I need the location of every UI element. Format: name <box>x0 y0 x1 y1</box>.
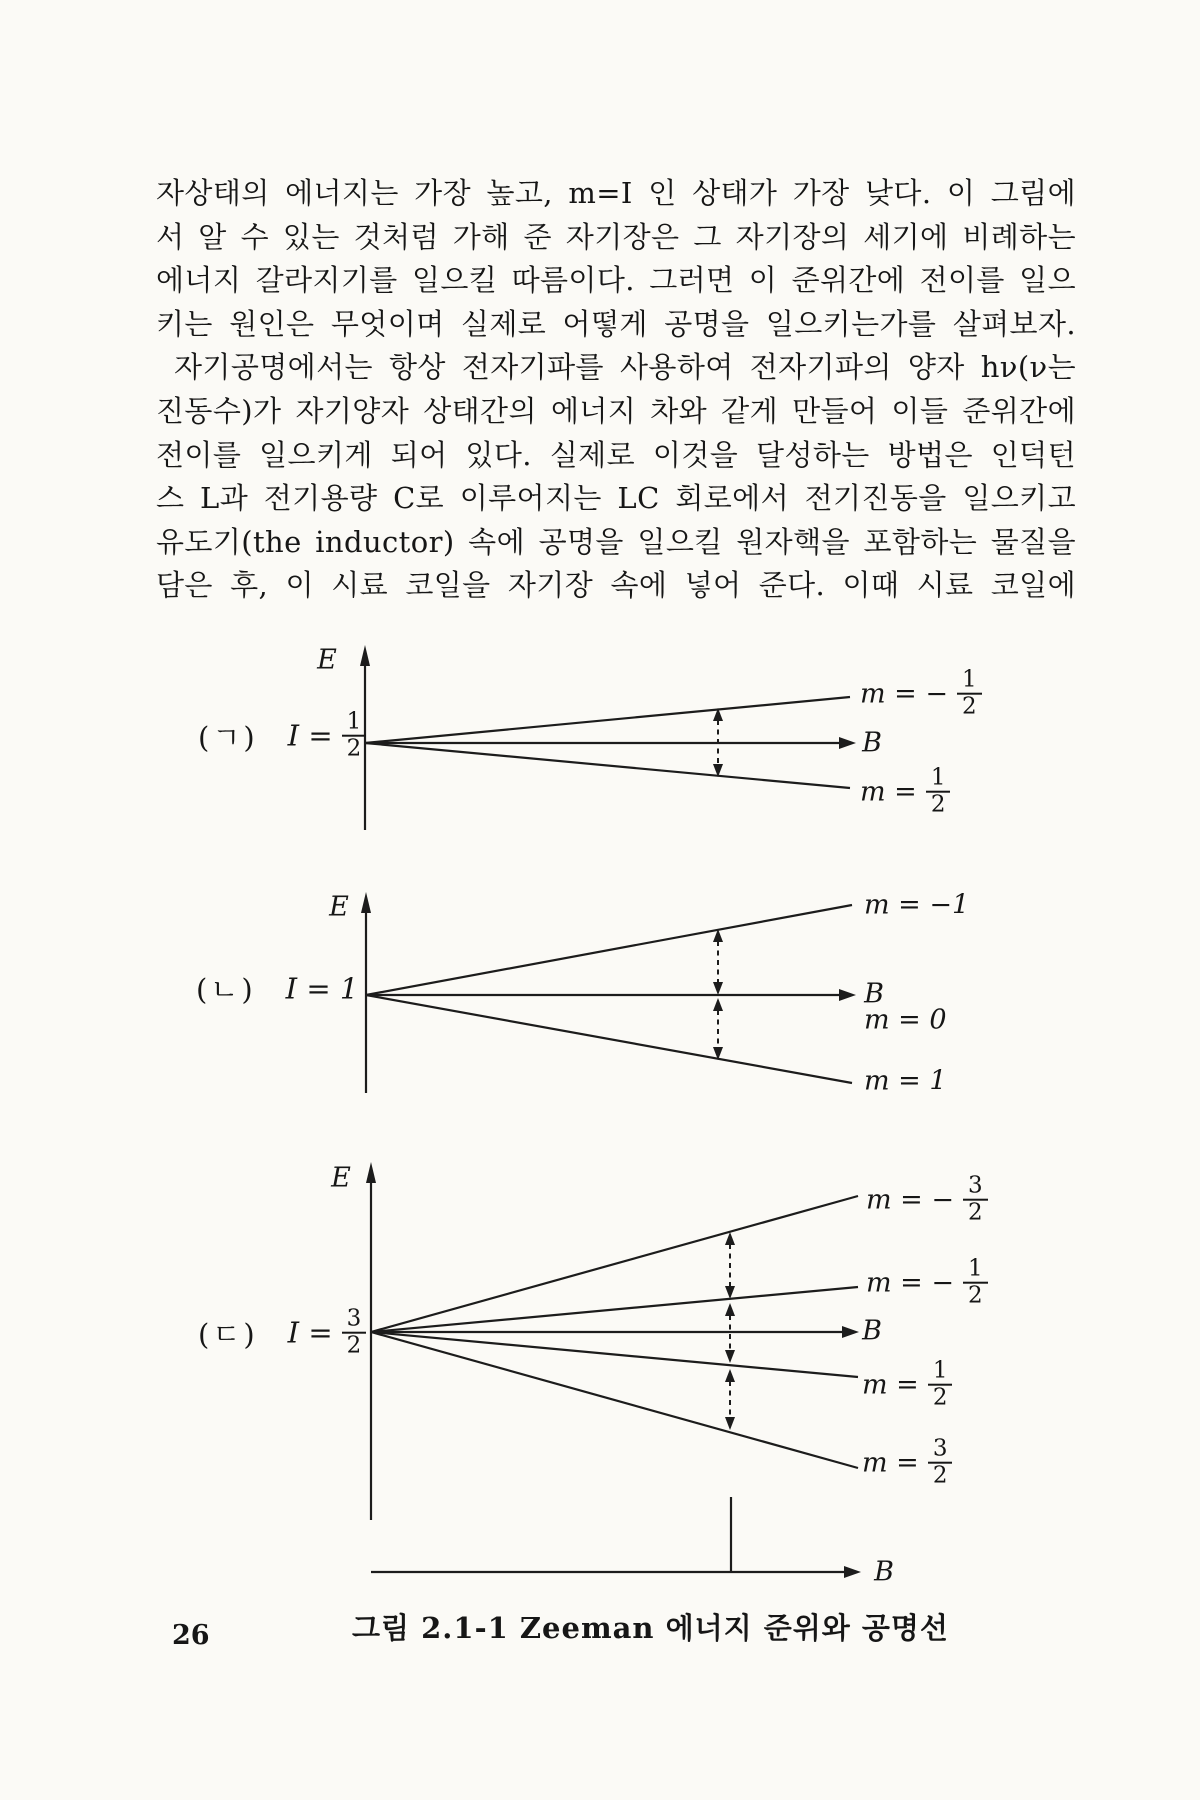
d3-energy-axis-label: E <box>331 1162 351 1194</box>
d2-level-m-minus-1: m = −1 <box>864 889 970 921</box>
diagram-2-lines <box>361 892 856 1093</box>
d1-spin-fraction: $\frac{1}{2}$ <box>342 710 367 763</box>
figure-caption: 그림 2.1-1 Zeeman 에너지 준위와 공명선 <box>352 1611 949 1645</box>
d3-level-m-minus-1-2: m = − $\frac{1}{2}$ <box>866 1257 988 1310</box>
d2-energy-axis-label: E <box>329 891 349 923</box>
text-line: 에너지 갈라지기를 일으킬 따름이다. 그러면 이 준위간에 전이를 일으 <box>156 263 1076 298</box>
d3-spin-fraction: $\frac{3}{2}$ <box>342 1307 367 1360</box>
d3-spin-eq: I = <box>287 1316 333 1350</box>
d1-field-axis-label: B <box>862 727 882 759</box>
d2-spin-label <box>196 968 358 1009</box>
b-axis-arrowhead <box>842 1326 859 1338</box>
text-line: 서 알 수 있는 것처럼 가해 준 자기장은 그 자기장의 세기에 비례하는 <box>156 219 1076 254</box>
d3-spin-label <box>198 1307 366 1360</box>
e-axis-arrowhead <box>366 1162 376 1183</box>
text-line: 키는 원인은 무엇이며 실제로 어떻게 공명을 일으키는가를 살펴보자. <box>156 306 1076 341</box>
e-axis-arrowhead <box>360 645 370 666</box>
e-axis-arrowhead <box>361 892 371 913</box>
text-line: 유도기(the inductor) 속에 공명을 일으킬 원자핵을 포함하는 물질을 <box>156 524 1076 559</box>
d3-level-m-minus-3-2: m = − $\frac{3}{2}$ <box>866 1174 988 1227</box>
d1-level-m-plus-half: m = $\frac{1}{2}$ <box>860 766 950 819</box>
text-line: 진동수)가 자기양자 상태간의 에너지 차와 같게 만들어 이들 준위간에 <box>156 393 1076 428</box>
b-axis-arrowhead <box>839 989 856 1001</box>
d1-spin-eq: I = <box>287 719 333 753</box>
diagram-3-lines <box>366 1162 861 1578</box>
d3-spectrum-field-axis-label: B <box>874 1556 894 1588</box>
d2-spin-eq: I = 1 <box>285 971 359 1005</box>
text-line: 담은 후, 이 시료 코일을 자기장 속에 넣어 준다. 이때 시료 코일에 <box>156 568 1076 603</box>
d2-level-m-0: m = 0 <box>864 1004 947 1036</box>
text-line: 스 L과 전기용량 C로 이루어지는 LC 회로에서 전기진동을 일으키고 <box>156 481 1076 516</box>
d3-level-m-plus-3-2: m = $\frac{3}{2}$ <box>862 1437 952 1490</box>
d2-field-axis-label: B <box>864 978 884 1010</box>
d1-level-m-minus-half: m = − $\frac{1}{2}$ <box>860 668 982 721</box>
d1-energy-axis-label: E <box>317 644 337 676</box>
text-line: 자기공명에서는 항상 전자기파를 사용하여 전자기파의 양자 hν(ν는 <box>174 350 1076 385</box>
d1-tag: (ㄱ) <box>198 720 258 755</box>
page-number: 26 <box>172 1620 210 1651</box>
d2-tag: (ㄴ) <box>196 972 256 1007</box>
text-line: 자상태의 에너지는 가장 높고, m=I 인 상태가 가장 낮다. 이 그림에 <box>156 176 1076 210</box>
d3-tag: (ㄷ) <box>198 1317 258 1352</box>
d2-level-m-plus-1: m = 1 <box>864 1065 947 1097</box>
text-line: 전이를 일으키게 되어 있다. 실제로 이것을 달성하는 방법은 인덕턴 <box>156 437 1076 472</box>
b-axis-arrowhead <box>839 737 856 749</box>
b-axis-arrowhead <box>844 1566 861 1578</box>
d3-field-axis-label: B <box>862 1315 882 1347</box>
diagram-1-lines <box>360 645 856 830</box>
d1-spin-label <box>198 710 366 763</box>
d3-level-m-plus-1-2: m = $\frac{1}{2}$ <box>862 1359 952 1412</box>
